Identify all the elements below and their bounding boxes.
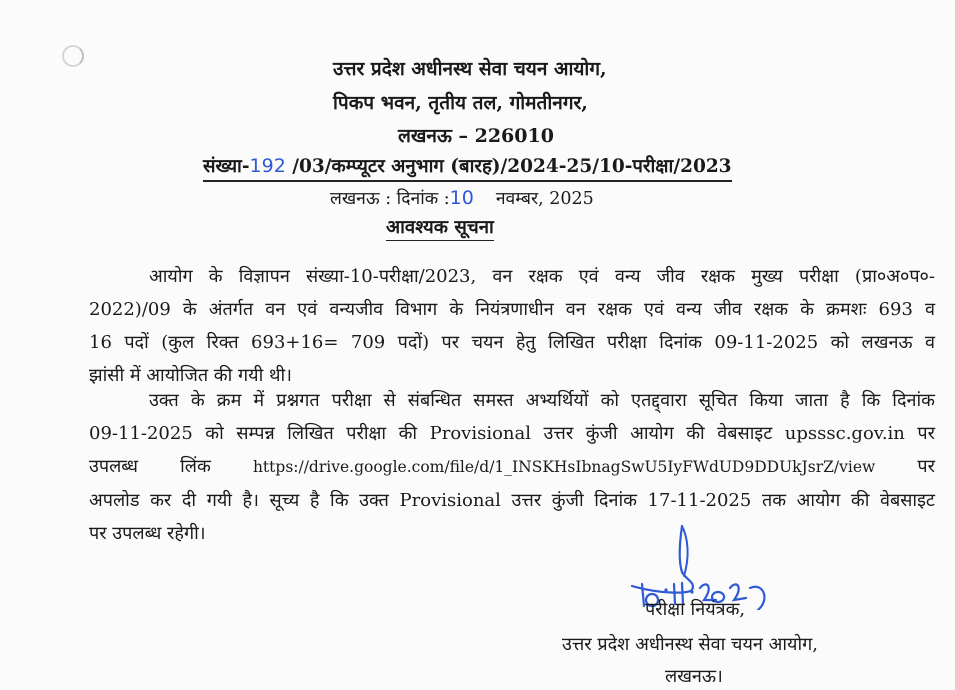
date-label: दिनांक : (396, 189, 450, 209)
date-line (330, 186, 594, 211)
punch-hole-mark (62, 45, 84, 67)
paragraph-line: 16 पदों (कुल रिक्त 693+16= 709 पदों) पर चयन हेतु लिखित परीक्षा दिनांक 09-11-2025 को लखनऊ व (89, 332, 935, 353)
link-lead-text: उपलब्ध लिंक (89, 456, 211, 477)
paragraph-line: पर उपलब्ध रहेगी। (89, 523, 206, 544)
reference-number (203, 154, 732, 182)
paragraph-exam-details (89, 260, 935, 392)
paragraph-line: अपलोड कर दी गयी है। सूच्य है कि उक्त Provisional उत्तर कुंजी दिनांक 17-11-2025 तक आयोग की वेबसाइट (89, 490, 935, 511)
handwritten-reference-number: 192 (249, 155, 286, 177)
signatory-organization: उत्तर प्रदेश अधीनस्थ सेवा चयन आयोग, (562, 634, 818, 655)
reference-prefix: संख्या- (203, 156, 250, 177)
reference-suffix: /03/कम्प्यूटर अनुभाग (बारह)/2024-25/10-परीक्षा/2023 (285, 156, 732, 177)
paragraph-line: 09-11-2025 को सम्पन्न लिखित परीक्षा की Provisional उत्तर कुंजी आयोग की वेबसाइट upsssc.gov.in पर (89, 423, 935, 444)
org-city-pincode: लखनऊ – 226010 (398, 125, 554, 147)
date-month-year: नवम्बर, 2025 (495, 189, 594, 209)
handwritten-day: 10 (449, 187, 474, 209)
paragraph-answer-key (89, 384, 935, 550)
paragraph-link-line (89, 450, 935, 484)
signatory-designation: परीक्षा नियंत्रक, (645, 599, 746, 620)
link-trail-text: पर (917, 456, 935, 477)
answer-key-link[interactable]: https://drive.google.com/file/d/1_INSKHsIbnagSwU5IyFWdUD9DDUkJsrZ/view (252, 458, 876, 476)
paragraph-line: उक्त के क्रम में प्रश्नगत परीक्षा से संबन्धित समस्त अभ्यर्थियों को एतद्द्वारा सूचित किया जाता है कि दिनांक (149, 390, 935, 411)
signatory-city: लखनऊ। (665, 666, 723, 687)
notice-subject: आवश्यक सूचना (386, 216, 494, 241)
paragraph-line: झांसी में आयोजित की गयी थी। (89, 365, 292, 386)
date-city: लखनऊ : (330, 189, 392, 209)
org-address-line: पिकप भवन, तृतीय तल, गोमतीनगर, (333, 92, 588, 114)
paragraph-line: 2022)/09 के अंतर्गत वन एवं वन्यजीव विभाग के नियंत्रणाधीन वन रक्षक एवं वन्य जीव रक्षक के क्रमशः 693 व (89, 299, 935, 320)
org-name-line: उत्तर प्रदेश अधीनस्थ सेवा चयन आयोग, (333, 58, 607, 80)
paragraph-line: आयोग के विज्ञापन संख्या-10-परीक्षा/2023, वन रक्षक एवं वन्य जीव रक्षक मुख्य परीक्षा (प्रा०अ०प०- (149, 266, 935, 287)
